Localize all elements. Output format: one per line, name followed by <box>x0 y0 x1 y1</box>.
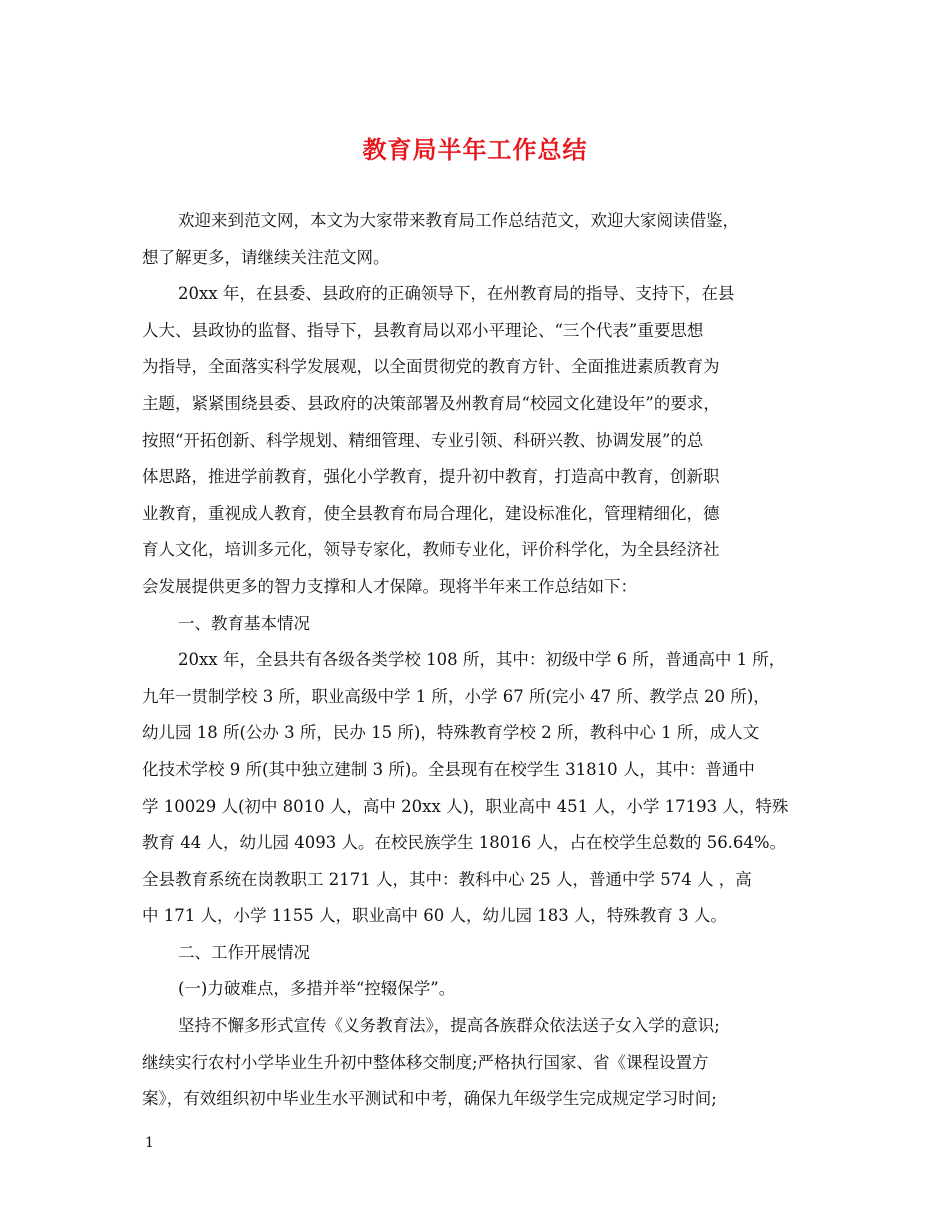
text-line: 欢迎来到范文网，本文为大家带来教育局工作总结范文，欢迎大家阅读借鉴， <box>178 211 739 230</box>
text-line: 20xx 年，在县委、县政府的正确领导下，在州教育局的指导、支持下，在县 <box>178 284 735 304</box>
text-line: 九年一贯制学校 3 所，职业高级中学 1 所，小学 67 所(完小 47 所、教学点 20 所)， <box>142 686 770 706</box>
document-body <box>142 203 832 1118</box>
text-line: 主题，紧紧围绕县委、县政府的决策部署及州教育局“校园文化建设年”的要求， <box>142 393 720 413</box>
text-line: 体思路，推进学前教育，强化小学教育，提升初中教育，打造高中教育，创新职 <box>142 467 720 487</box>
text-line: 按照“开拓创新、科学规划、精细管理、专业引领、科研兴教、协调发展”的总 <box>142 430 704 450</box>
text-line: 继续实行农村小学毕业生升初中整体移交制度;严格执行国家、省《课程设置方 <box>142 1052 709 1072</box>
document-title: 教育局半年工作总结 <box>362 135 588 164</box>
text-line: (一)力破难点，多措并举“控辍保学”。 <box>178 979 456 999</box>
text-line: 为指导，全面落实科学发展观，以全面贯彻党的教育方针、全面推进素质教育为 <box>142 357 720 377</box>
text-line: 人大、县政协的监督、指导下，县教育局以邓小平理论、“三个代表”重要思想 <box>142 320 704 340</box>
text-line: 中 171 人，小学 1155 人，职业高中 60 人，幼儿园 183 人，特殊教育 3 人。 <box>142 906 727 926</box>
text-line: 幼儿园 18 所(公办 3 所，民办 15 所)，特殊教育学校 2 所，教科中心 1 所，成人文 <box>142 723 760 743</box>
text-line: 20xx 年，全县共有各级各类学校 108 所，其中：初级中学 6 所，普通高中 1 所， <box>178 650 786 670</box>
text-line: 教育 44 人，幼儿园 4093 人。在校民族学生 18016 人，占在校学生总数的 56.64%。 <box>142 833 787 853</box>
text-line: 一、教育基本情况 <box>178 613 310 633</box>
text-line: 会发展提供更多的智力支撑和人才保障。现将半年来工作总结如下： <box>142 576 637 596</box>
text-line: 案》，有效组织初中毕业生水平测试和中考，确保九年级学生完成规定学习时间; <box>142 1089 717 1109</box>
page-number: 1 <box>145 1135 154 1151</box>
text-line: 坚持不懈多形式宣传《义务教育法》，提高各族群众依法送子女入学的意识; <box>178 1016 720 1036</box>
text-line: 业教育，重视成人教育，使全县教育布局合理化，建设标准化，管理精细化，德 <box>142 503 720 523</box>
text-line: 化技术学校 9 所(其中独立建制 3 所)。全县现有在校学生 31810 人，其中：普通中 <box>142 759 755 779</box>
text-line: 二、工作开展情况 <box>178 942 310 962</box>
text-line: 学 10029 人(初中 8010 人，高中 20xx 人)，职业高中 451 人，小学 17193 人，特殊 <box>142 796 789 816</box>
text-line: 想了解更多，请继续关注范文网。 <box>142 247 390 267</box>
text-line: 育人文化，培训多元化，领导专家化，教师专业化，评价科学化，为全县经济社 <box>142 540 720 560</box>
text-line: 全县教育系统在岗教职工 2171 人，其中：教科中心 25 人，普通中学 574 人 ，高 <box>142 869 752 889</box>
